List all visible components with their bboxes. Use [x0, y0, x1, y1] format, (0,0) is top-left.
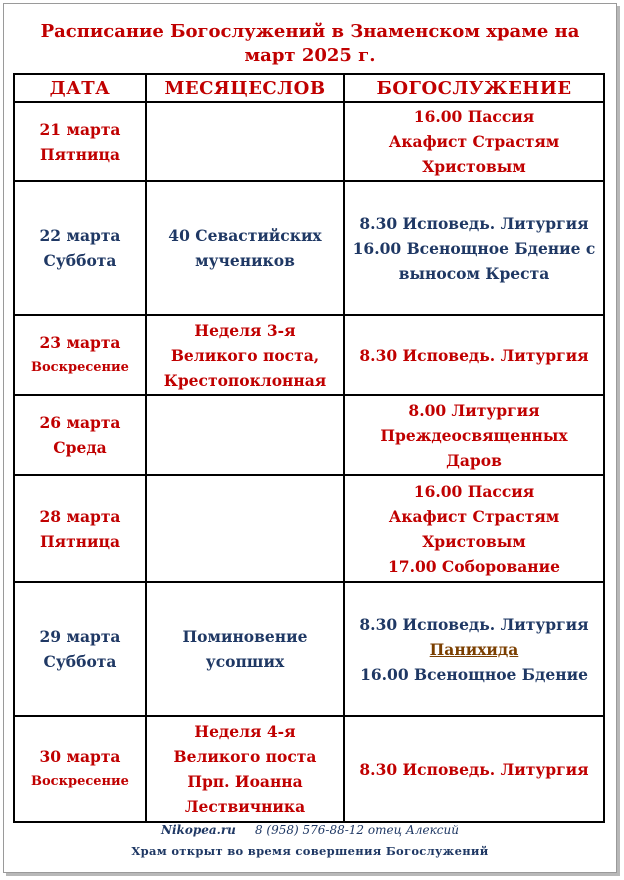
menologion-line: усопших — [205, 652, 285, 671]
date-weekday: Воскресение — [31, 360, 129, 375]
date-day: 21 марта — [39, 119, 121, 139]
date-day: 26 марта — [39, 413, 121, 432]
service-cell — [344, 315, 604, 395]
service-line: 16.00 Всенощное Бдение с — [352, 238, 596, 258]
date-cell — [14, 716, 146, 822]
date-weekday: Пятница — [39, 144, 121, 164]
menologion-cell — [146, 475, 344, 582]
service-line: 8.30 Исповедь. Литургия — [359, 759, 589, 779]
schedule-table — [13, 73, 605, 823]
service-line: Даров — [446, 450, 502, 470]
service-cell — [344, 716, 604, 822]
menologion-line: Поминовение — [182, 627, 308, 646]
menologion-cell — [146, 102, 344, 181]
footer-site-link[interactable]: Nikopea.ru — [161, 823, 236, 837]
service-line: выносом Креста — [398, 263, 550, 283]
service-cell — [344, 395, 604, 475]
service-line: 8.00 Литургия — [408, 400, 540, 420]
date-day: 28 марта — [39, 506, 121, 526]
service-cell — [344, 475, 604, 582]
date-cell — [14, 315, 146, 395]
page-title — [0, 20, 620, 68]
footer-contacts — [0, 823, 620, 837]
service-cell — [344, 181, 604, 315]
column-header-date: ДАТА — [14, 74, 146, 102]
column-header-service: БОГОСЛУЖЕНИЕ — [344, 74, 604, 102]
footer-note: Храм открыт во время совершения Богослужений — [131, 844, 489, 858]
service-cell — [344, 582, 604, 716]
title-line-1: Расписание Богослужений в Знаменском храме на — [40, 21, 580, 42]
date-weekday: Суббота — [43, 251, 117, 270]
menologion-line: Крестопоклонная — [163, 370, 327, 390]
date-day: 22 марта — [39, 226, 121, 245]
date-weekday: Воскресение — [31, 774, 129, 789]
date-cell — [14, 582, 146, 716]
date-cell — [14, 181, 146, 315]
menologion-line: Великого поста, — [170, 345, 320, 365]
menologion-line: Лествичника — [184, 797, 306, 816]
date-day: 29 марта — [39, 627, 121, 646]
date-weekday: Среда — [53, 438, 107, 457]
service-line: 8.30 Исповедь. Литургия — [359, 345, 589, 365]
table-row — [14, 181, 604, 315]
menologion-line: 40 Севастийских — [168, 226, 322, 245]
service-line: Акафист Страстям — [388, 506, 560, 526]
table-row — [14, 475, 604, 582]
service-line: 8.30 Исповедь. Литургия — [359, 213, 589, 233]
header-row — [14, 74, 604, 102]
service-line: Преждеосвященных — [380, 425, 568, 445]
date-cell — [14, 395, 146, 475]
date-cell — [14, 102, 146, 181]
menologion-cell — [146, 395, 344, 475]
table-row — [14, 582, 604, 716]
service-line: 16.00 Пассия — [413, 107, 535, 126]
column-header-menologion: МЕСЯЦЕСЛОВ — [146, 74, 344, 102]
table-row — [14, 716, 604, 822]
menologion-line: Неделя 4-я — [194, 722, 296, 741]
date-weekday: Пятница — [39, 531, 121, 551]
service-line: 17.00 Соборование — [388, 556, 560, 576]
menologion-cell — [146, 181, 344, 315]
title-line-2: март 2025 г. — [244, 45, 376, 66]
menologion-cell — [146, 582, 344, 716]
service-line-panikhida: Панихида — [429, 639, 519, 659]
service-line: 16.00 Пассия — [413, 481, 535, 501]
service-line: 8.30 Исповедь. Литургия — [359, 614, 589, 634]
service-line: Христовым — [422, 157, 526, 176]
service-line: 16.00 Всенощное Бдение — [360, 664, 588, 684]
date-weekday: Суббота — [43, 652, 117, 671]
table-row — [14, 395, 604, 475]
menologion-cell — [146, 315, 344, 395]
menologion-cell — [146, 716, 344, 822]
menologion-line: Неделя 3-я — [194, 320, 296, 340]
menologion-line: Великого поста — [173, 747, 317, 766]
menologion-line: Прп. Иоанна — [187, 772, 303, 791]
service-line: Христовым — [422, 531, 526, 551]
service-line: Акафист Страстям — [388, 132, 560, 151]
menologion-line: мучеников — [195, 251, 295, 270]
date-day: 30 марта — [39, 747, 121, 766]
date-day: 23 марта — [39, 333, 121, 352]
footer-phone: 8 (958) 576-88-12 отец Алексий — [254, 823, 459, 837]
date-cell — [14, 475, 146, 582]
table-row — [14, 315, 604, 395]
table-row — [14, 102, 604, 181]
service-cell — [344, 102, 604, 181]
